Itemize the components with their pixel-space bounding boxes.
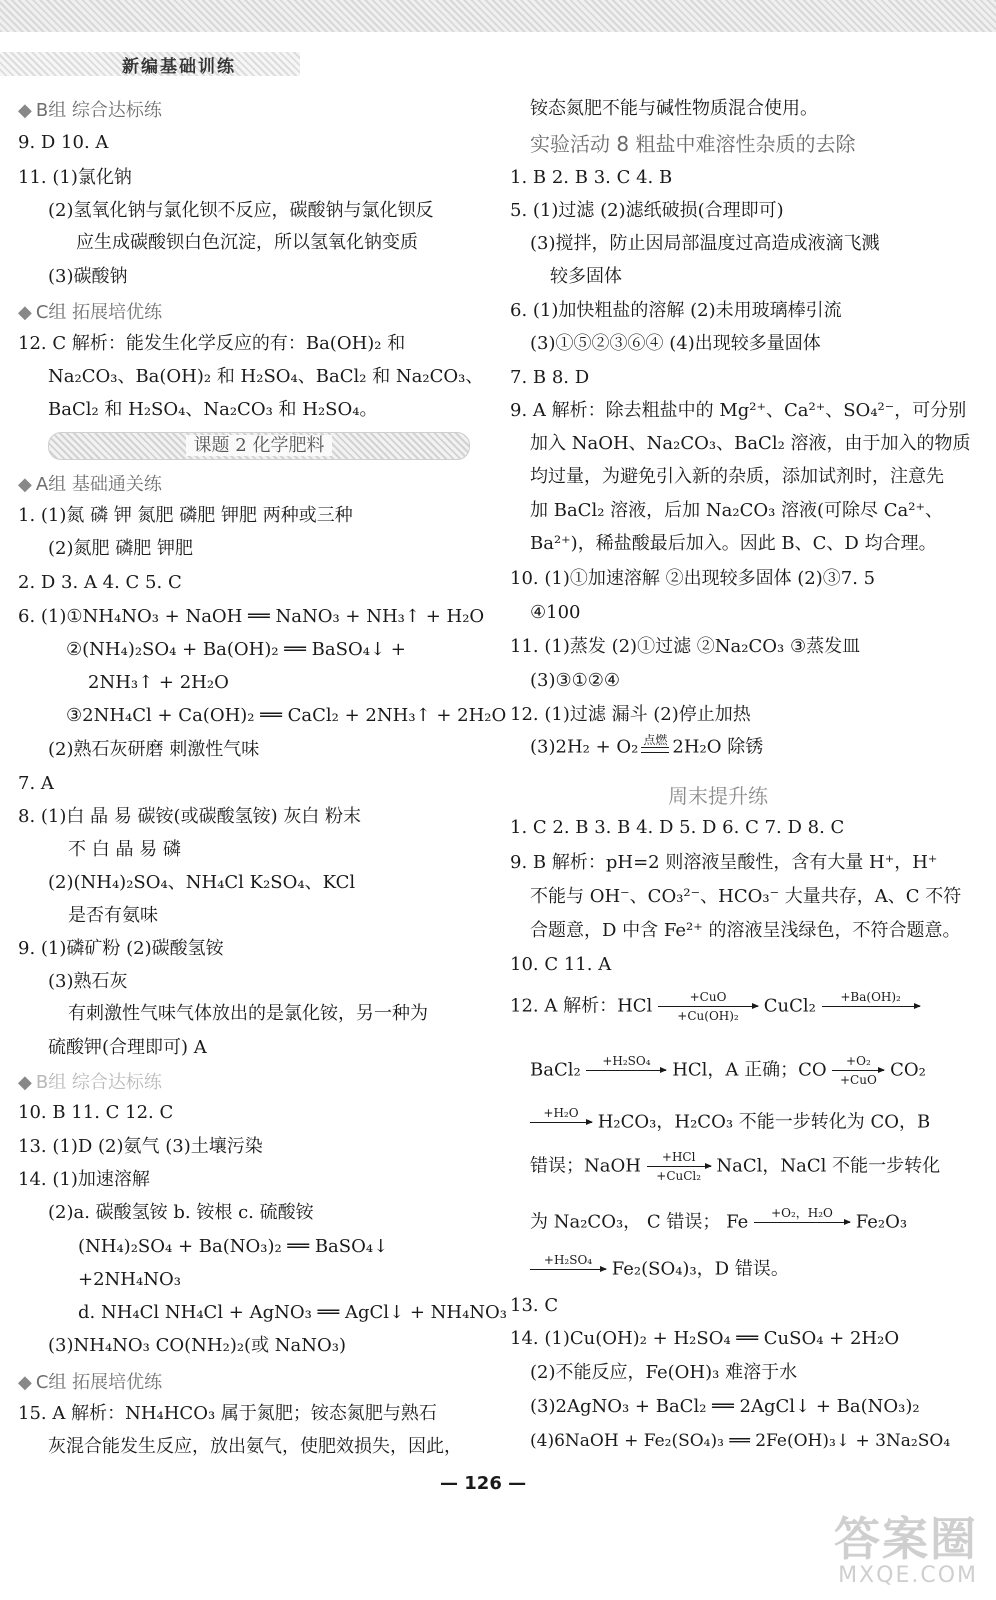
answer-line: Ba²⁺)，稀盐酸最后加入。因此 B、C、D 均合理。	[530, 533, 937, 554]
answer-line: +2NH₄NO₃	[78, 1269, 181, 1290]
answer-line: (2)(NH₄)₂SO₄、NH₄Cl K₂SO₄、KCl	[48, 872, 356, 893]
ignite-condition: 点燃	[638, 734, 672, 761]
reaction-arrow: +H₂SO₄	[530, 1253, 606, 1286]
answer-line: 应生成碳酸钡白色沉淀，所以氢氧化钠变质	[76, 232, 418, 253]
answer-line: (3)NH₄NO₃ CO(NH₂)₂(或 NaNO₃)	[48, 1335, 347, 1356]
group-heading: ◆ B组 综合达标练	[18, 1072, 162, 1093]
page-header	[0, 0, 996, 76]
answer-line: 10. C 11. A	[510, 954, 612, 975]
diamond-icon: ◆	[18, 302, 32, 323]
answer-line: 14. (1)加速溶解	[18, 1169, 150, 1190]
answer-line: 6. (1)①NH₄NO₃ + NaOH ══ NaNO₃ + NH₃↑ + H₂O	[18, 606, 485, 627]
answer-line: 11. (1)氯化钠	[18, 167, 132, 188]
reaction-arrow: +O₂ +CuO	[832, 1054, 884, 1087]
answer-line: 11. (1)蒸发 (2)①过滤 ②Na₂CO₃ ③蒸发皿	[510, 636, 861, 657]
answer-line: ②(NH₄)₂SO₄ + Ba(OH)₂ ══ BaSO₄↓ +	[66, 639, 406, 660]
equation-line: +H₂O H₂CO₃，H₂CO₃ 不能一步转化为 CO，B	[530, 1106, 930, 1139]
answer-line: (3)搅拌，防止因局部温度过高造成液滴飞溅	[530, 233, 880, 254]
answer-line: 1. C 2. B 3. B 4. D 5. D 6. C 7. D 8. C	[510, 817, 845, 838]
answer-line: ③2NH₄Cl + Ca(OH)₂ ══ CaCl₂ + 2NH₃↑ + 2H₂O	[66, 705, 507, 726]
answer-line: 加入 NaOH、Na₂CO₃、BaCl₂ 溶液，由于加入的物质	[530, 433, 971, 454]
answer-line: 9. D 10. A	[18, 132, 109, 153]
answer-line: (4)6NaOH + Fe₂(SO₄)₃ ══ 2Fe(OH)₃↓ + 3Na₂SO₄	[530, 1431, 951, 1451]
answer-line: 硫酸钾(合理即可) A	[48, 1037, 207, 1058]
answer-line: 13. C	[510, 1295, 559, 1316]
equation-line: (3)2H₂ + O₂ 点燃 2H₂O 除锈	[530, 734, 763, 761]
equation-line: +H₂SO₄ Fe₂(SO₄)₃，D 错误。	[530, 1253, 789, 1286]
answer-line: 13. (1)D (2)氨气 (3)土壤污染	[18, 1136, 263, 1157]
reaction-arrow: +H₂O	[530, 1106, 592, 1139]
answer-line: (2)a. 碳酸氢铵 b. 铵根 c. 硫酸铵	[48, 1202, 314, 1223]
answer-line: (2)不能反应，Fe(OH)₃ 难溶于水	[530, 1362, 798, 1383]
answer-line: 6. (1)加快粗盐的溶解 (2)未用玻璃棒引流	[510, 300, 842, 321]
answer-line: 14. (1)Cu(OH)₂ + H₂SO₄ ══ CuSO₄ + 2H₂O	[510, 1328, 900, 1349]
diamond-icon: ◆	[18, 1072, 32, 1093]
answer-line: 1. B 2. B 3. C 4. B	[510, 167, 673, 188]
answer-line: 9. B 解析：pH=2 则溶液呈酸性，含有大量 H⁺，H⁺	[510, 852, 938, 873]
answer-line: 不能与 OH⁻、CO₃²⁻、HCO₃⁻ 大量共存，A、C 不符	[530, 886, 962, 907]
answer-line: 加 BaCl₂ 溶液，后加 Na₂CO₃ 溶液(可除尽 Ca²⁺、	[530, 500, 943, 521]
section-title: 周末提升练	[668, 784, 768, 808]
section-banner: 课题 2 化学肥料	[48, 432, 470, 460]
answer-line: 2. D 3. A 4. C 5. C	[18, 572, 182, 593]
answer-line: BaCl₂ 和 H₂SO₄、Na₂CO₃ 和 H₂SO₄。	[48, 399, 378, 420]
answer-line: 均过量，为避免引入新的杂质，添加试剂时，注意先	[530, 466, 944, 487]
answer-line: (3)①⑤②③⑥④ (4)出现较多量固体	[530, 333, 821, 354]
reaction-arrow: +CuO +Cu(OH)₂	[658, 990, 758, 1023]
answer-line: (3)熟石灰	[48, 971, 128, 992]
diamond-icon: ◆	[18, 1372, 32, 1393]
equation-line: 为 Na₂CO₃， C 错误； Fe +O₂，H₂O Fe₂O₃	[530, 1206, 907, 1239]
answer-line: 5. (1)过滤 (2)滤纸破损(合理即可)	[510, 200, 784, 221]
header-pattern-band	[0, 0, 996, 32]
equation-line: BaCl₂ +H₂SO₄ HCl，A 正确；CO +O₂ +CuO CO₂	[530, 1054, 926, 1087]
answer-line: 7. B 8. D	[510, 367, 590, 388]
answer-line: (3)2AgNO₃ + BaCl₂ ══ 2AgCl↓ + Ba(NO₃)₂	[530, 1396, 920, 1417]
answer-line: (3)碳酸钠	[48, 266, 128, 287]
answer-line: 有刺激性气味气体放出的是氯化铵，另一种为	[68, 1003, 428, 1024]
diamond-icon: ◆	[18, 100, 32, 121]
answer-line: d. NH₄Cl NH₄Cl + AgNO₃ ══ AgCl↓ + NH₄NO₃	[78, 1302, 508, 1323]
page-number: — 126 —	[440, 1473, 527, 1494]
answer-line: ④100	[530, 602, 581, 623]
answer-line: 10. B 11. C 12. C	[18, 1102, 174, 1123]
answer-line: (2)氢氧化钠与氯化钡不反应，碳酸钠与氯化钡反	[48, 200, 434, 221]
answer-line: (2)熟石灰研磨 刺激性气味	[48, 739, 260, 760]
answer-line: 7. A	[18, 773, 54, 794]
reaction-arrow: +O₂，H₂O	[754, 1206, 850, 1239]
answer-line: 12. (1)过滤 漏斗 (2)停止加热	[510, 704, 751, 725]
answer-line: 不 白 晶 易 磷	[68, 839, 181, 860]
answer-line: (3)③①②④	[530, 670, 621, 691]
equation-line: 12. A 解析：HCl +CuO +Cu(OH)₂ CuCl₂ +Ba(OH)₂	[510, 990, 920, 1023]
group-heading: ◆ C组 拓展培优练	[18, 302, 163, 323]
answer-line: 15. A 解析：NH₄HCO₃ 属于氮肥；铵态氮肥与熟石	[18, 1403, 437, 1424]
equation-line: 错误；NaOH +HCl +CuCl₂ NaCl，NaCl 不能一步转化	[530, 1150, 941, 1183]
answer-line: 较多固体	[550, 266, 622, 287]
diamond-icon: ◆	[18, 474, 32, 495]
group-heading: ◆ B组 综合达标练	[18, 100, 162, 121]
answer-line: (NH₄)₂SO₄ + Ba(NO₃)₂ ══ BaSO₄↓	[78, 1236, 389, 1257]
answer-line: 灰混合能发生反应，放出氨气，使肥效损失，因此，	[48, 1436, 462, 1457]
answer-line: 2NH₃↑ + 2H₂O	[88, 672, 229, 693]
answer-line: 合题意，D 中含 Fe²⁺ 的溶液呈浅绿色，不符合题意。	[530, 920, 961, 941]
reaction-arrow: +HCl +CuCl₂	[647, 1150, 711, 1183]
watermark-logo: 答案圈 MXQE.COM	[834, 1512, 978, 1588]
answer-line: 是否有氨味	[68, 905, 158, 926]
reaction-arrow: +H₂SO₄	[586, 1054, 666, 1087]
answer-line: Na₂CO₃、Ba(OH)₂ 和 H₂SO₄、BaCl₂ 和 Na₂CO₃、	[48, 366, 484, 387]
answer-line: (2)氮肥 磷肥 钾肥	[48, 538, 193, 559]
header-title: 新编基础训练	[122, 57, 236, 76]
section-title: 实验活动 8 粗盐中难溶性杂质的去除	[530, 132, 856, 156]
answer-line: 铵态氮肥不能与碱性物质混合使用。	[530, 98, 818, 119]
answer-line: 9. A 解析：除去粗盐中的 Mg²⁺、Ca²⁺、SO₄²⁻，可分别	[510, 400, 967, 421]
answer-line: 8. (1)白 晶 易 碳铵(或碳酸氢铵) 灰白 粉末	[18, 806, 362, 827]
answer-line: 10. (1)①加速溶解 ②出现较多固体 (2)③7. 5	[510, 568, 876, 589]
reaction-arrow: +Ba(OH)₂	[822, 990, 920, 1023]
answer-line: 9. (1)磷矿粉 (2)碳酸氢铵	[18, 938, 224, 959]
group-heading: ◆ A组 基础通关练	[18, 474, 162, 495]
answer-line: 12. C 解析：能发生化学反应的有：Ba(OH)₂ 和	[18, 333, 406, 354]
answer-line: 1. (1)氮 磷 钾 氮肥 磷肥 钾肥 两种或三种	[18, 505, 353, 526]
group-heading: ◆ C组 拓展培优练	[18, 1372, 163, 1393]
